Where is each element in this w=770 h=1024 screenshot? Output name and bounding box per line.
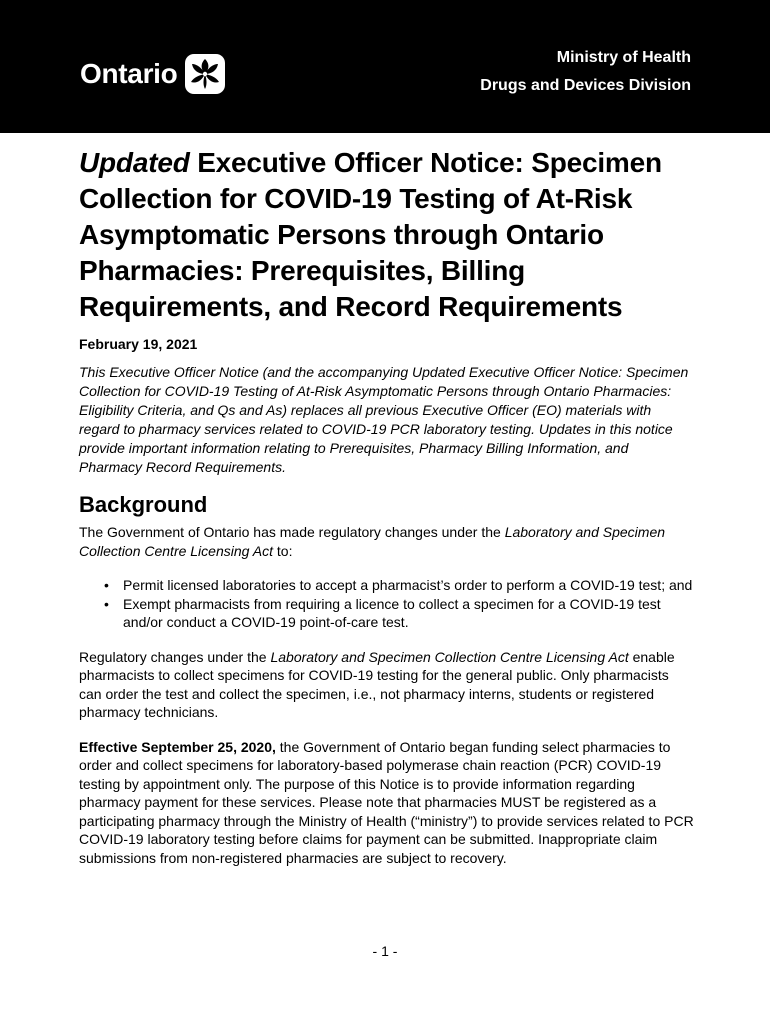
- background-paragraph-2: [79, 648, 694, 722]
- list-item: • Exempt pharmacists from requiring a licence to collect a specimen for a COVID-19 test and/or conduct a COVID-19 point-of-care test.: [123, 595, 694, 632]
- document-body: [79, 145, 694, 867]
- background-bullet-list: [79, 576, 694, 632]
- p2-text-after: enable pharmacists to collect specimens for COVID-19 testing for the general public. Only pharmacists can order the test and collect the specimen, i.e., not pharmacy interns, students or registered pharmacy technicians.: [79, 648, 675, 720]
- division-name: Drugs and Devices Division: [480, 77, 691, 94]
- p3-text-after: the Government of Ontario began funding select pharmacies to order and collect specimens for laboratory-based polymerase chain reaction (PCR) COVID-19 testing by appointment only. The purpose of this Notice is to provide information regarding pharmacy payment for these services. Please note that pharmacies MUST be registered as a participating pharmacy through the Ministry of Health (“ministry”) to provide services related to PCR COVID-19 laboratory testing before claims for payment can be submitted. Inappropriate claim submissions from non-registered pharmacies are subject to recovery.: [79, 738, 694, 866]
- page-title: [79, 145, 694, 325]
- page-number: - 1 -: [372, 943, 398, 959]
- intro-paragraph: This Executive Officer Notice (and the accompanying Updated Executive Officer Notice: Specimen Collection for COVID-19 Testing of At-Risk Asymptomatic Persons through Ontario Pharmacies: Eligibility Criteria, and Qs and As) replaces all previous Executive Officer (EO) materials with regard to pharmacy services related to COVID-19 PCR laboratory testing. Updates in this notice provide important information relating to Prerequisites, Pharmacy Billing Information, and Pharmacy Record Requirements.: [79, 364, 689, 475]
- ontario-logo: [80, 53, 226, 95]
- trillium-icon: [184, 53, 226, 95]
- background-paragraph-3: [79, 738, 694, 868]
- p1-text-after: to:: [273, 542, 293, 559]
- page-header: [0, 0, 770, 133]
- section-heading-background: Background: [79, 492, 208, 517]
- list-item: • Permit licensed laboratories to accept a pharmacist’s order to perform a COVID-19 test; and: [123, 576, 694, 595]
- notice-date: February 19, 2021: [79, 336, 198, 352]
- title-prefix: Updated: [79, 147, 190, 178]
- logo-text: Ontario: [80, 58, 178, 89]
- title-rest: Executive Officer Notice: Specimen Collection for COVID-19 Testing of At-Risk Asymptomatic Persons through Ontario Pharmacies: Prerequisites, Billing Requirements, and Record Requirements: [79, 147, 662, 322]
- p1-act-name: Laboratory and Specimen Collection Centre Licensing Act: [79, 524, 666, 559]
- header-ministry-block: [480, 44, 691, 100]
- p1-text-before: The Government of Ontario has made regulatory changes under the: [79, 524, 505, 540]
- ministry-name: Ministry of Health: [556, 49, 691, 66]
- p2-act-name: Laboratory and Specimen Collection Centre Licensing Act: [270, 648, 629, 665]
- p3-effective-date: Effective September 25, 2020,: [79, 738, 276, 755]
- background-paragraph-1: [79, 523, 694, 560]
- p2-text-before: Regulatory changes under the: [79, 648, 271, 665]
